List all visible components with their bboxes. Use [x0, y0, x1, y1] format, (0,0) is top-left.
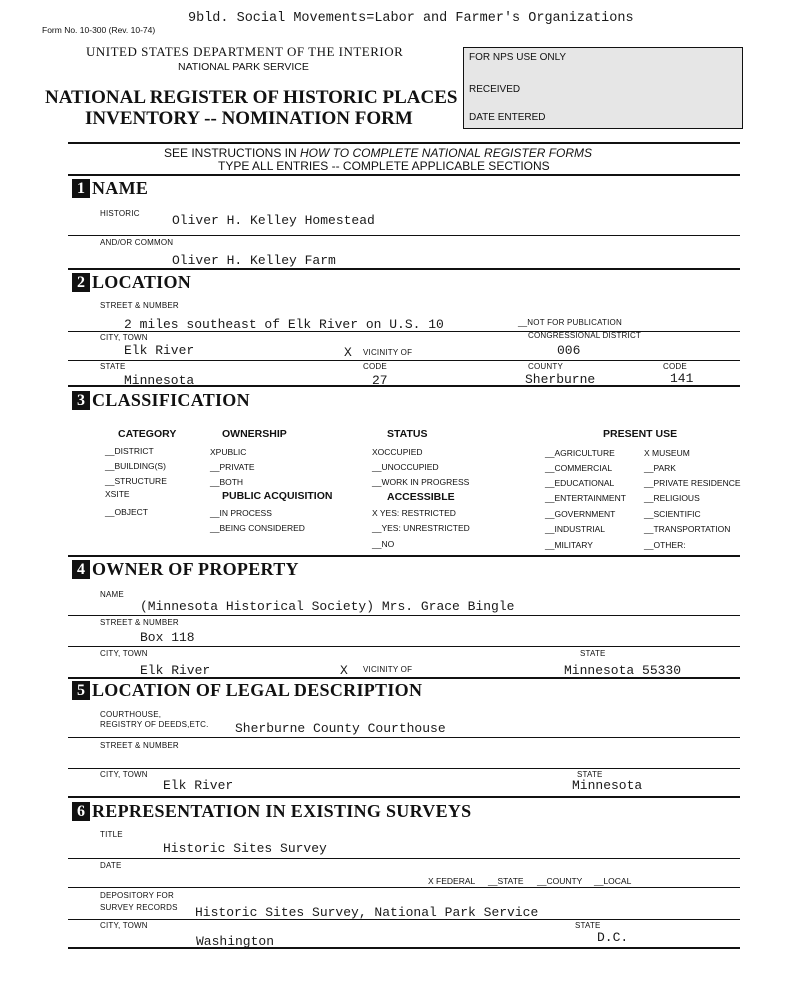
use-private-residence[interactable]: __PRIVATE RESIDENCE — [644, 478, 741, 488]
courthouse-label: COURTHOUSE, — [100, 710, 162, 719]
category-district[interactable]: __DISTRICT — [105, 446, 154, 456]
depository[interactable]: Historic Sites Survey, National Park Service — [195, 905, 539, 920]
divider — [68, 796, 740, 798]
category-heading: CATEGORY — [118, 428, 177, 440]
owner-street[interactable]: Box 118 — [140, 630, 195, 645]
service: NATIONAL PARK SERVICE — [178, 61, 309, 73]
form-title-1: NATIONAL REGISTER OF HISTORIC PLACES — [45, 87, 458, 108]
divider — [68, 385, 740, 387]
use-agriculture[interactable]: __AGRICULTURE — [545, 448, 615, 458]
ownership-public[interactable]: XPUBLIC — [210, 447, 247, 457]
use-park[interactable]: __PARK — [644, 463, 676, 473]
field-line — [68, 360, 740, 361]
section-title: REPRESENTATION IN EXISTING SURVEYS — [92, 801, 472, 821]
survey-local[interactable]: __LOCAL — [594, 876, 632, 886]
nps-label: FOR NPS USE ONLY — [469, 52, 567, 63]
survey-state[interactable]: __STATE — [488, 876, 524, 886]
field-line — [68, 887, 740, 888]
section-number: 3 — [72, 391, 90, 410]
not-for-publication[interactable]: __NOT FOR PUBLICATION — [518, 318, 622, 327]
use-transportation[interactable]: __TRANSPORTATION — [644, 524, 731, 534]
form-title-2: INVENTORY -- NOMINATION FORM — [85, 108, 413, 129]
section-title: CLASSIFICATION — [92, 390, 250, 410]
courthouse[interactable]: Sherburne County Courthouse — [235, 721, 446, 736]
status-occupied[interactable]: XOCCUPIED — [372, 447, 423, 457]
status-unoccupied[interactable]: __UNOCCUPIED — [372, 462, 439, 472]
use-museum[interactable]: X MUSEUM — [644, 448, 690, 458]
accessible-restricted[interactable]: X YES: RESTRICTED — [372, 508, 456, 518]
section-number: 4 — [72, 560, 90, 579]
field-line — [68, 615, 740, 616]
category-site[interactable]: XSITE — [105, 489, 130, 499]
section-4-heading — [72, 559, 299, 580]
category-structure[interactable]: __STRUCTURE — [105, 476, 167, 486]
divider — [68, 677, 740, 679]
owner-name[interactable]: (Minnesota Historical Society) Mrs. Grace Bingle — [140, 599, 515, 614]
pubacq-being-considered[interactable]: __BEING CONSIDERED — [210, 523, 305, 533]
section-number: 1 — [72, 179, 90, 198]
legal-street-label: STREET & NUMBER — [100, 741, 179, 750]
owner-state[interactable]: Minnesota 55330 — [564, 663, 682, 678]
field-line — [68, 919, 740, 920]
ownership-private[interactable]: __PRIVATE — [210, 462, 255, 472]
instructions-prefix: SEE INSTRUCTIONS IN — [164, 146, 301, 160]
accessible-no[interactable]: __NO — [372, 539, 395, 549]
instructions-line-1 — [164, 146, 592, 160]
nps-use-box — [463, 47, 743, 129]
common-label: AND/OR COMMON — [100, 238, 174, 247]
survey-title-label: TITLE — [100, 830, 123, 839]
field-line — [68, 235, 740, 236]
legal-state-label: STATE — [577, 770, 603, 779]
field-line — [68, 858, 740, 859]
accessible-unrestricted[interactable]: __YES: UNRESTRICTED — [372, 523, 470, 533]
owner-city-label: CITY, TOWN — [100, 649, 148, 658]
category-object[interactable]: __OBJECT — [105, 507, 148, 517]
section-5-heading — [72, 680, 422, 701]
present-use-heading: PRESENT USE — [603, 428, 678, 440]
survey-title[interactable]: Historic Sites Survey — [163, 841, 327, 856]
vicinity-label: VICINITY OF — [363, 348, 413, 357]
state-label: STATE — [100, 362, 126, 371]
street-address[interactable]: 2 miles southeast of Elk River on U.S. 10 — [124, 317, 444, 332]
section-1-heading — [72, 178, 148, 199]
use-government[interactable]: __GOVERNMENT — [545, 509, 616, 519]
city[interactable]: Elk River — [124, 343, 195, 358]
congressional-district[interactable]: 006 — [557, 343, 581, 358]
owner-city[interactable]: Elk River — [140, 663, 211, 678]
legal-city[interactable]: Elk River — [163, 778, 234, 793]
pubacq-in-process[interactable]: __IN PROCESS — [210, 508, 272, 518]
survey-state-value[interactable]: D.C. — [597, 930, 629, 945]
state[interactable]: Minnesota — [124, 373, 195, 388]
use-industrial[interactable]: __INDUSTRIAL — [545, 524, 605, 534]
vicinity-check[interactable]: X — [344, 345, 352, 360]
section-title: NAME — [92, 178, 149, 198]
congressional-district-label: CONGRESSIONAL DISTRICT — [528, 331, 642, 340]
use-other[interactable]: __OTHER: — [644, 540, 686, 550]
ownership-both[interactable]: __BOTH — [210, 477, 244, 487]
survey-city[interactable]: Washington — [196, 934, 275, 949]
section-2-heading — [72, 272, 191, 293]
survey-state-label: STATE — [575, 921, 601, 930]
instructions-line-2: TYPE ALL ENTRIES -- COMPLETE APPLICABLE SECTIONS — [218, 159, 550, 173]
divider — [68, 174, 740, 176]
ownership-heading: OWNERSHIP — [222, 428, 287, 440]
divider — [68, 142, 740, 144]
historic-label: HISTORIC — [100, 209, 140, 218]
use-military[interactable]: __MILITARY — [545, 540, 593, 550]
department: UNITED STATES DEPARTMENT OF THE INTERIOR — [86, 44, 404, 59]
city-label: CITY, TOWN — [100, 333, 148, 342]
use-commercial[interactable]: __COMMERCIAL — [545, 463, 613, 473]
depository-label-1: DEPOSITORY FOR — [100, 891, 174, 900]
county[interactable]: Sherburne — [525, 372, 596, 387]
section-title: LOCATION OF LEGAL DESCRIPTION — [92, 680, 423, 700]
survey-city-label: CITY, TOWN — [100, 921, 148, 930]
date-entered-label: DATE ENTERED — [469, 112, 546, 123]
registry-label: REGISTRY OF DEEDS,ETC. — [100, 720, 209, 729]
owner-street-label: STREET & NUMBER — [100, 618, 179, 627]
legal-city-label: CITY, TOWN — [100, 770, 148, 779]
field-line — [68, 737, 740, 738]
section-number: 6 — [72, 802, 90, 821]
owner-vicinity-check[interactable]: X — [340, 663, 348, 678]
public-acquisition-heading: PUBLIC ACQUISITION — [222, 490, 333, 502]
form-number: Form No. 10-300 (Rev. 10-74) — [42, 25, 156, 35]
field-line — [68, 768, 740, 769]
section-number: 2 — [72, 273, 90, 292]
instructions-emphasis: HOW TO COMPLETE NATIONAL REGISTER FORMS — [300, 146, 593, 160]
use-entertainment[interactable]: __ENTERTAINMENT — [545, 493, 626, 503]
county-label: COUNTY — [528, 362, 563, 371]
use-scientific[interactable]: __SCIENTIFIC — [644, 509, 701, 519]
section-title: OWNER OF PROPERTY — [92, 559, 299, 579]
section-3-heading — [72, 390, 250, 411]
legal-state[interactable]: Minnesota — [572, 778, 643, 793]
common-name[interactable]: Oliver H. Kelley Farm — [172, 253, 336, 268]
section-number: 5 — [72, 681, 90, 700]
section-title: LOCATION — [92, 272, 192, 292]
top-note: 9bld. Social Movements=Labor and Farmer's Organizations — [188, 11, 634, 26]
owner-vicinity-label: VICINITY OF — [363, 665, 413, 674]
county-code[interactable]: 141 — [670, 371, 694, 386]
status-heading: STATUS — [387, 428, 428, 440]
divider — [68, 268, 740, 270]
accessible-heading: ACCESSIBLE — [387, 491, 455, 503]
use-religious[interactable]: __RELIGIOUS — [644, 493, 700, 503]
depository-label-2: SURVEY RECORDS — [100, 903, 178, 912]
received-label: RECEIVED — [469, 84, 521, 95]
code-label: CODE — [363, 362, 387, 371]
owner-state-label: STATE — [580, 649, 606, 658]
field-line — [68, 646, 740, 647]
street-label: STREET & NUMBER — [100, 301, 179, 310]
survey-date-label: DATE — [100, 861, 122, 870]
divider — [68, 947, 740, 949]
use-educational[interactable]: __EDUCATIONAL — [545, 478, 615, 488]
state-code[interactable]: 27 — [372, 373, 388, 388]
category-buildings[interactable]: __BUILDING(S) — [105, 461, 166, 471]
status-work-in-progress[interactable]: __WORK IN PROGRESS — [372, 477, 470, 487]
survey-county[interactable]: __COUNTY — [537, 876, 583, 886]
section-6-heading — [72, 801, 472, 822]
county-code-label: CODE — [663, 362, 687, 371]
owner-name-label: NAME — [100, 590, 124, 599]
divider — [68, 555, 740, 557]
historic-name[interactable]: Oliver H. Kelley Homestead — [172, 213, 375, 228]
survey-federal[interactable]: X FEDERAL — [428, 876, 476, 886]
